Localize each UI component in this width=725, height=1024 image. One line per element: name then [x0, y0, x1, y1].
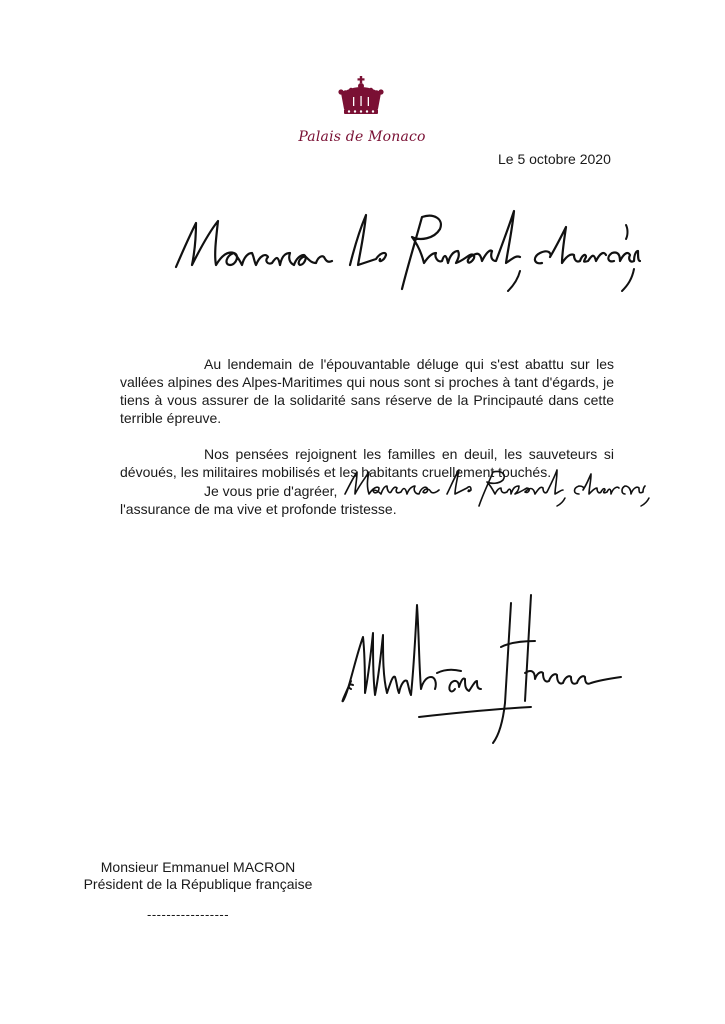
closing-line-start: Je vous prie d'agréer, [204, 483, 338, 499]
letterhead-title: Palais de Monaco [298, 129, 426, 145]
recipient-name: Monsieur Emmanuel MACRON [100, 859, 296, 875]
letter-date: Le 5 octobre 2020 [498, 151, 611, 167]
closing-line-end: l'assurance de ma vive et profonde tristesse. [120, 501, 397, 517]
handwritten-salutation [172, 205, 642, 297]
closing-formula [120, 478, 680, 518]
crown-icon [337, 76, 385, 118]
recipient-title: Président de la République française [83, 876, 313, 892]
handwritten-signature [335, 585, 625, 745]
body-paragraph-2: Nos pensées rejoignent les familles en deuil, les sauveteurs si dévoués, les militaires mobilisés et les habitants cruellement touchés. [120, 446, 614, 480]
closing-first-line [120, 478, 680, 500]
separator-dashes: ----------------- [147, 907, 230, 922]
body-paragraph-1: Au lendemain de l'épouvantable déluge qui s'est abattu sur les vallées alpines des Alpes-Maritimes qui nous sont si proches à tant d'égards, je tiens à vous assurer de la solidarité sans réserve de la Principauté dans cette terrible épreuve. [120, 356, 614, 426]
recipient-block [68, 859, 328, 893]
